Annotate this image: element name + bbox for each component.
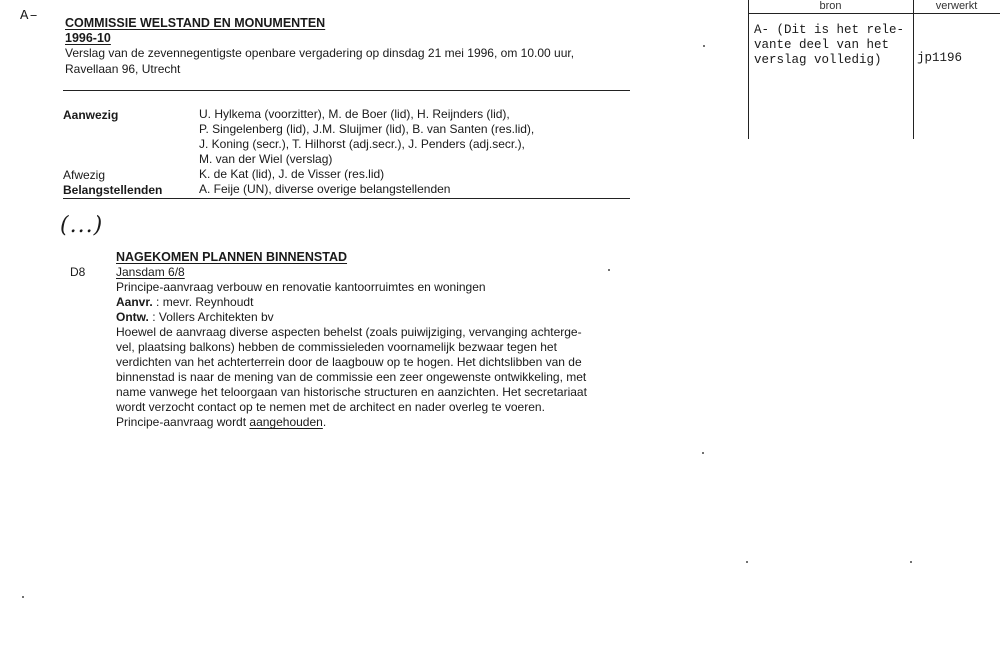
scan-speck bbox=[608, 269, 610, 271]
applicant-label: Aanvr. bbox=[116, 295, 153, 309]
conclusion-decision: aangehouden bbox=[249, 415, 323, 429]
source-column-border bbox=[748, 0, 749, 139]
request-type: Principe-aanvraag verbouw en renovatie kantoorruimtes en woningen bbox=[116, 280, 486, 294]
absent-label: Afwezig bbox=[63, 168, 106, 182]
absent-value: K. de Kat (lid), J. de Visser (res.lid) bbox=[199, 167, 385, 181]
present-line: U. Hylkema (voorzitter), M. de Boer (lid), H. Reijnders (lid), bbox=[199, 107, 510, 121]
conclusion-suffix: . bbox=[322, 415, 327, 429]
organization-title: COMMISSIE WELSTAND EN MONUMENTEN bbox=[65, 16, 326, 30]
body-line: wordt verzocht contact op te nemen met de architect en nader overleg te voeren. bbox=[116, 400, 545, 414]
scan-speck bbox=[746, 561, 748, 563]
processed-column-header: verwerkt bbox=[935, 0, 978, 12]
item-address: Jansdam 6/8 bbox=[116, 265, 185, 279]
scan-speck bbox=[910, 561, 912, 563]
present-line: J. Koning (secr.), T. Hilhorst (adj.secr.), J. Penders (adj.secr.), bbox=[199, 137, 525, 151]
stakeholders-label: Belangstellenden bbox=[63, 183, 163, 197]
present-line: M. van der Wiel (verslag) bbox=[199, 152, 333, 166]
stakeholders-value: A. Feije (UN), diverse overige belangstellenden bbox=[199, 182, 451, 196]
report-number: 1996-10 bbox=[65, 31, 111, 45]
applicant-value: : mevr. Reynhoudt bbox=[156, 295, 254, 309]
conclusion-line bbox=[116, 415, 326, 429]
section-heading: NAGEKOMEN PLANNEN BINNENSTAD bbox=[116, 250, 348, 264]
body-line: Hoewel de aanvraag diverse aspecten behelst (zoals puiwijziging, vervanging achterge- bbox=[116, 325, 582, 339]
designer-row bbox=[116, 310, 274, 324]
page-marker: A– bbox=[20, 8, 39, 24]
body-line: name vanwege het teloorgaan van historische structuren en aanzichten. Het secretariaat bbox=[116, 385, 587, 399]
processed-code: jp1196 bbox=[917, 51, 963, 65]
source-note: A- (Dit is het rele- vante deel van het verslag volledig) bbox=[754, 23, 905, 67]
body-line: vel, plaatsing balkons) hebben de commissieleden voornamelijk bezwaar tegen het bbox=[116, 340, 557, 354]
scan-speck bbox=[702, 452, 704, 454]
handwritten-ellipsis: (...) bbox=[60, 213, 104, 238]
column-header-divider bbox=[748, 13, 1000, 14]
conclusion-prefix: Principe-aanvraag wordt bbox=[116, 415, 250, 429]
scan-speck bbox=[703, 45, 705, 47]
applicant-row bbox=[116, 295, 253, 309]
meeting-location: Ravellaan 96, Utrecht bbox=[65, 62, 181, 76]
designer-label: Ontw. bbox=[116, 310, 149, 324]
designer-value: : Vollers Architekten bv bbox=[152, 310, 274, 324]
attendance-divider bbox=[63, 198, 630, 199]
source-column-header: bron bbox=[819, 0, 842, 12]
processed-column-border bbox=[913, 0, 914, 139]
item-code: D8 bbox=[70, 265, 86, 279]
header-divider bbox=[63, 90, 630, 91]
body-line: verdichten van het achterterrein door de laagbouw op te hogen. Het dichtslibben van de bbox=[116, 355, 582, 369]
meeting-details: Verslag van de zevennegentigste openbare vergadering op dinsdag 21 mei 1996, om 10.00 uur, bbox=[65, 46, 575, 60]
scan-speck bbox=[22, 596, 24, 598]
body-line: binnenstad is naar de mening van de commissie een zeer ongewenste ontwikkeling, met bbox=[116, 370, 587, 384]
present-label: Aanwezig bbox=[63, 108, 119, 122]
present-line: P. Singelenberg (lid), J.M. Sluijmer (lid), B. van Santen (res.lid), bbox=[199, 122, 535, 136]
